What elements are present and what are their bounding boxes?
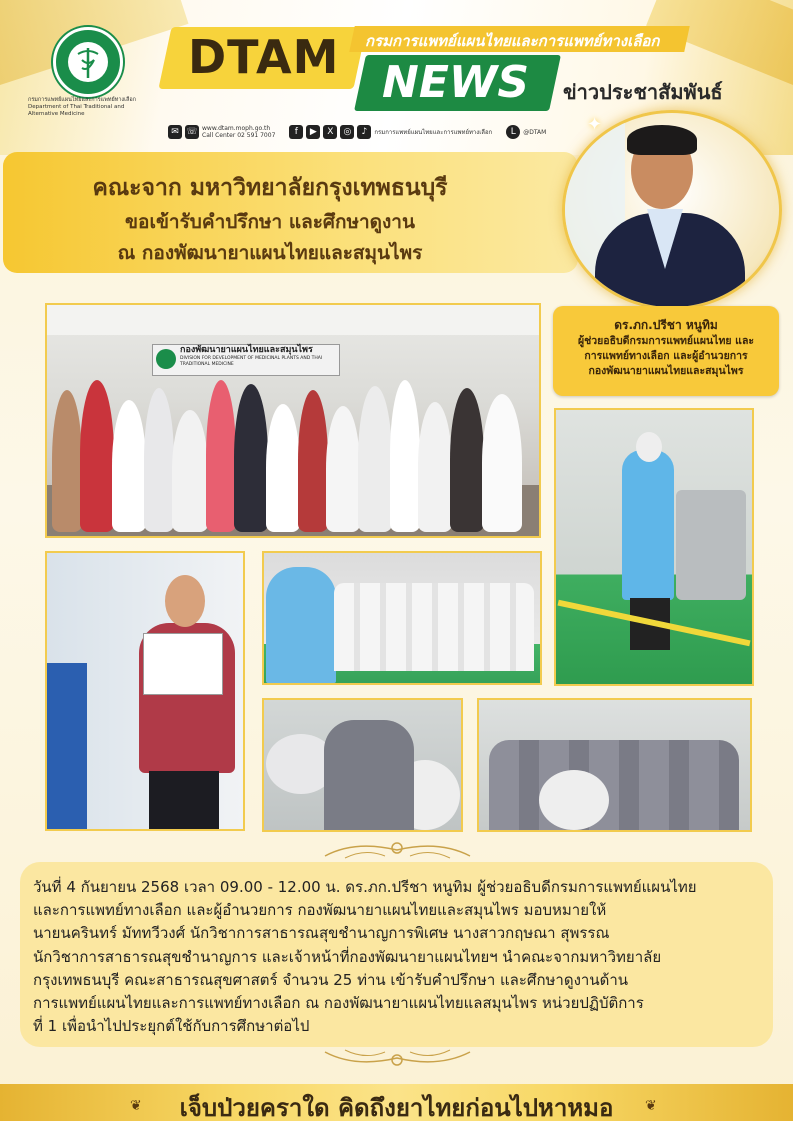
director-portrait xyxy=(562,110,782,310)
photo-booklet xyxy=(45,551,245,831)
website-text[interactable]: www.dtam.moph.go.th xyxy=(202,125,271,132)
person-figure xyxy=(144,388,174,532)
gowned-people xyxy=(489,740,739,830)
position-line-2: การแพทย์ทางเลือก และผู้อำนวยการ xyxy=(584,350,748,362)
phone-icon[interactable]: ☏ xyxy=(186,127,198,137)
photo-hairnets-1 xyxy=(262,698,463,832)
sign-text-en: DIVISION FOR DEVELOPMENT OF MEDICINAL PLANTS AND THAI TRADITIONAL MEDICINE xyxy=(180,356,323,367)
woman-head xyxy=(165,575,205,627)
person-figure xyxy=(298,390,328,532)
callcenter-text: Call Center 02 591 7007 xyxy=(202,132,276,139)
speaker-gown xyxy=(622,450,674,600)
hairnet xyxy=(539,770,609,830)
woman-legs xyxy=(149,771,219,829)
person-figure xyxy=(390,380,420,532)
brand-dtam: DTAM xyxy=(188,30,340,84)
ornament-top xyxy=(315,836,480,864)
line-id[interactable]: @DTAM xyxy=(523,128,547,136)
leaf-icon: ❦ xyxy=(130,1098,142,1114)
person-figure xyxy=(450,388,484,532)
logo-caption-en: Department of Thai Traditional and Alternative Medicine xyxy=(28,104,125,117)
social-name: กรมการแพทย์แผนไทยและการแพทย์ทางเลือก xyxy=(374,128,493,136)
youtube-icon[interactable]: ▶ xyxy=(306,125,320,139)
body-line: และการแพทย์ทางเลือก และผู้อำนวยการ กองพัฒนายาแผนไทยและสมุนไพร มอบหมายให้ xyxy=(33,901,607,920)
person-figure xyxy=(112,400,146,532)
headline-line-2: ขอเข้ารับคำปรึกษา และศึกษาดูงาน xyxy=(125,211,415,233)
person-figure xyxy=(206,380,236,532)
person-figure xyxy=(326,406,360,532)
person-figure xyxy=(172,410,208,532)
position-line-3: กองพัฒนายาแผนไทยและสมุนไพร xyxy=(588,365,744,377)
body-line: นักวิชาการสาธารณสุขชำนาญการ และเจ้าหน้าที่กองพัฒนายาแผนไทยฯ นำคณะจากมหาวิทยาลัย xyxy=(33,947,662,966)
person-figure xyxy=(266,404,300,532)
sparkle-icon: ✦ xyxy=(587,114,603,135)
sign-text-th: กองพัฒนายาแผนไทยและสมุนไพร xyxy=(180,345,313,355)
speaker-head xyxy=(636,432,662,462)
ornament-bottom xyxy=(315,1044,480,1072)
gown-figure xyxy=(266,567,336,683)
brand-news: NEWS xyxy=(382,57,530,108)
headline-line-1: คณะจาก มหาวิทยาลัยกรุงเทพธนบุรี xyxy=(92,175,448,201)
sign-logo-icon xyxy=(156,349,176,369)
body-line: กรุงเทพธนบุรี คณะสาธารณสุขศาสตร์ จำนวน 25 ท่าน เข้ารับคำปรึกษา และศึกษาดูงานด้าน xyxy=(33,970,628,989)
line-icon[interactable]: L xyxy=(506,125,520,139)
group-people xyxy=(52,380,532,532)
photo-group-ceiling xyxy=(47,305,539,335)
body-paragraph xyxy=(33,876,763,1038)
instagram-icon[interactable]: ◎ xyxy=(340,125,354,139)
body-line: นายนครินทร์ มัททวีวงศ์ นักวิชาการสาธารณสุขชำนาญการพิเศษ นางสาวกฤษณา สุพรรณ xyxy=(33,924,610,943)
gown-row xyxy=(334,583,534,671)
person-figure xyxy=(482,394,522,532)
gowned-people xyxy=(324,720,414,830)
person-position xyxy=(553,334,779,379)
lab-machine xyxy=(47,663,87,829)
tiktok-icon[interactable]: ♪ xyxy=(357,125,371,139)
portrait-hair xyxy=(627,125,697,155)
headline-line-3: ณ กองพัฒนายาแผนไทยและสมุนไพร xyxy=(117,242,423,264)
mail-icon[interactable]: ✉ xyxy=(168,125,182,139)
leaf-icon: ❦ xyxy=(645,1098,657,1114)
body-line: วันที่ 4 กันยายน 2568 เวลา 09.00 - 12.00 น. ดร.ภก.ปรีชา หนูทิม ผู้ช่วยอธิบดีกรมการแพทย์แผนไทย xyxy=(33,878,697,896)
person-figure xyxy=(52,390,82,532)
photo-gowned-group xyxy=(262,551,542,685)
footer-slogan: เจ็บป่วยคราใด คิดถึงยาไทยก่อนไปหาหมอ xyxy=(179,1094,614,1121)
caduceus-icon xyxy=(68,42,108,82)
x-icon[interactable]: X xyxy=(323,125,337,139)
logo-caption xyxy=(28,97,148,118)
photo-cleanroom-speaker xyxy=(554,408,754,686)
steel-tank xyxy=(676,490,746,600)
logo-caption-th: กรมการแพทย์แผนไทยและการแพทย์ทางเลือก xyxy=(28,97,136,103)
person-figure xyxy=(234,384,268,532)
body-line: ที่ 1 เพื่อนำไปประยุกต์ใช้กับการศึกษาต่อไป xyxy=(33,1017,310,1036)
ministry-logo xyxy=(53,27,123,97)
department-name: กรมการแพทย์แผนไทยและการแพทย์ทางเลือก xyxy=(365,32,660,50)
body-line: การแพทย์แผนไทยและการแพทย์ทางเลือก ณ กองพัฒนายาแผนไทยแลสมุนไพร หน่วยปฏิบัติการ xyxy=(33,994,644,1013)
contact-row xyxy=(168,124,560,140)
section-label: ข่าวประชาสัมพันธ์ xyxy=(563,80,723,104)
contact-web-call xyxy=(202,125,275,139)
position-line-1: ผู้ช่วยอธิบดีกรมการแพทย์แผนไทย และ xyxy=(577,335,755,347)
photo-sign-text xyxy=(180,344,336,368)
booklet xyxy=(143,633,223,695)
facebook-icon[interactable]: f xyxy=(289,125,303,139)
person-figure xyxy=(80,380,114,532)
person-name: ดร.ภก.ปรีชา หนูทิม xyxy=(614,318,718,332)
person-figure xyxy=(418,402,452,532)
person-figure xyxy=(358,386,392,532)
photo-hairnets-2 xyxy=(477,698,752,832)
